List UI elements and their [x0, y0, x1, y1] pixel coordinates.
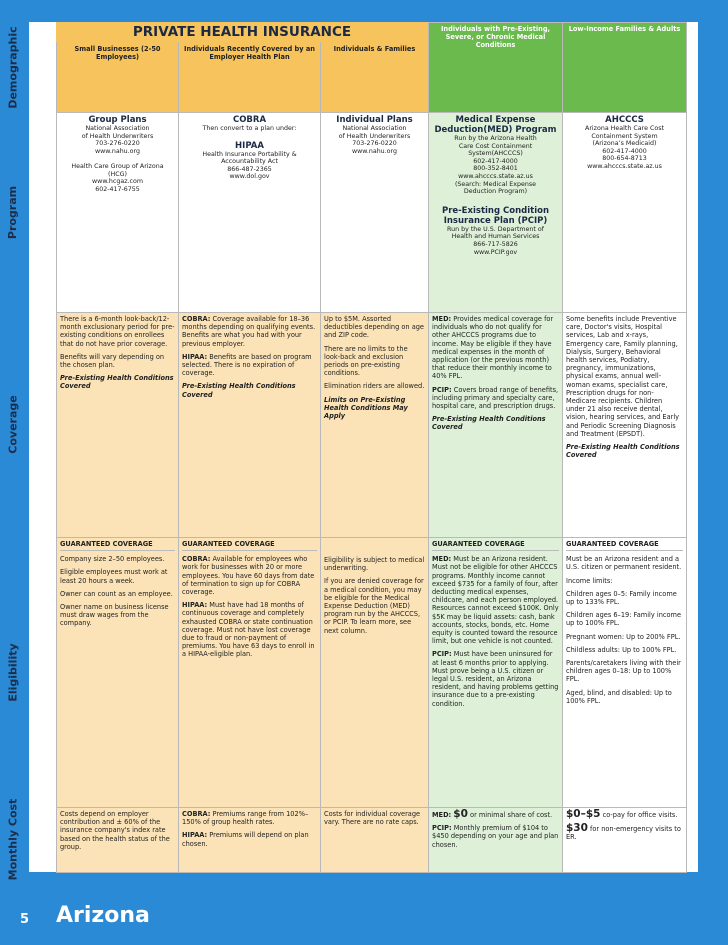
row-label-program: Program — [6, 185, 20, 239]
program-info-line: Run by the Arizona Health — [454, 135, 537, 142]
program-info-line: www.ahcccs.state.az.us — [587, 162, 662, 170]
program-row — [57, 113, 687, 313]
program-info-line: System(AHCCCS) — [468, 150, 523, 158]
program-cobra: COBRA Then convert to a plan under: HIPAA Health Insurance Portability & Accountability Act 866-487-2365 www.dol.gov — [179, 113, 321, 313]
program-info-line: www.dol.gov — [229, 173, 270, 181]
eligibility-individual: Eligibility is subject to medical underwriting. If you are denied coverage for a medical condition, you may be eligible for the Medical Expense Deduction (MED) program run by the AHCCCS, or PCIP. To learn more, see next column. — [321, 538, 429, 808]
eligibility-row — [57, 538, 687, 808]
program-info-line: www.nahu.org — [351, 147, 398, 155]
program-info-line: Health and Human Services — [451, 233, 540, 241]
program-info-line: Then convert to a plan under: — [202, 125, 297, 132]
coverage-row — [57, 313, 687, 538]
program-info-line: Accountability Act — [221, 158, 278, 166]
page-number: 5 — [20, 912, 30, 927]
program-info-line: www.nahu.org — [94, 147, 141, 155]
eligibility-med: GUARANTEED COVERAGE MED: Must be an Arizona resident. Must not be eligible for other AHCCCS programs. Monthly income cannot exceed $735 for a family of four, after deducting medical expenses, childcare, and each person employed. Resources cannot exceed $100K. Only $5K may be liquid assets: cash, bank accounts, stocks, bonds, etc. Home equity is counted toward the resource limit, but one vehicle is not counted. PCIP: Must have been uninsured for at least 6 months prior to applying. Must prove being a U.S. citizen or legal U.S. resident, an Arizona resident, and having problems getting insurance due to a pre-existing condition. — [429, 538, 563, 808]
program-info-line: Containment System — [591, 132, 658, 140]
eligibility-group: GUARANTEED COVERAGE Company size 2–50 employees. Eligible employees must work at least 20 hours a week. Owner can count as an employee. Owner name on business license must draw wages from the company. — [57, 538, 179, 808]
row-label-monthly-cost: Monthly Cost — [6, 798, 20, 881]
demo-low-income: Low-Income Families & Adults — [563, 23, 687, 113]
program-info-line: 602-417-4000 — [602, 147, 647, 155]
cost-med: MED: $0 or minimal share of cost. PCIP: Monthly premium of $104 to $450 depending on your age and plan chosen. — [429, 808, 563, 873]
cost-cobra: COBRA: Premiums range from 102%–150% of group health rates. HIPAA: Premiums will depend on plan chosen. — [179, 808, 321, 873]
program-info-line: National Association — [85, 125, 150, 132]
program-info-line: Deduction Program) — [463, 188, 528, 196]
row-label-coverage: Coverage — [6, 395, 20, 454]
cost-group: Costs depend on employer contribution and ± 60% of the insurance company's index rate based on the health status of the group. — [57, 808, 179, 873]
program-info-line: Care Cost Containment — [458, 142, 533, 150]
eligibility-ahcccs: GUARANTEED COVERAGE Must be an Arizona resident and a U.S. citizen or permanent resident. Income limits: Children ages 0–5: Family income up to 133% FPL. Children ages 6–19: Family income up to 100% FPL. Pregnant women: Up to 200% FPL. Childless adults: Up to 100% FPL. Parents/caretakers living with their children ages 0–18: Up to 100% FPL. Aged, blind, and disabled: Up to 100% FPL. — [563, 538, 687, 808]
program-info-line: (Arizona’s Medicaid) — [592, 140, 657, 148]
program-info-line: of Health Underwriters — [81, 132, 154, 140]
program-info-line: www.ahcccs.state.az.us — [458, 172, 533, 180]
label-divider — [26, 0, 29, 872]
cost-ahcccs: $0–$5 co-pay for office visits. $30 for non-emergency visits to ER. — [563, 808, 687, 873]
coverage-ahcccs: Some benefits include Preventive care, Doctor's visits, Hospital services, Lab and x-rays, Emergency care, Family planning, Dialysis, Surgery, Behavioral health services, Podiatry, pregnancy, immunizations, physical exams, annual well-woman exams, specialist care, Prescription drugs for non-Medicare recipients. Children under 21 also receive dental, vision, hearing services, and Early and Periodic Screening Diagnosis and Treatment (EPSDT). Pre-Existing Health Conditions Covered — [563, 313, 687, 538]
coverage-group: There is a 6-month look-back/12-month exclusionary period for pre-existing conditions on enrollees that do not have prior coverage. Benefits will vary depending on the chosen plan. Pre-Existing Health Conditions Covered — [57, 313, 179, 538]
program-info-line: www.hcgaz.com — [92, 178, 143, 186]
program-info-line: 866-487-2365 — [227, 165, 272, 173]
eligibility-cobra: GUARANTEED COVERAGE COBRA: Available for employees who work for businesses with 20 or more employees. You have 60 days from date of termination to sign up for COBRA coverage. HIPAA: Must have had 18 months of continuous coverage and completely exhausted COBRA or state continuation coverage. Must not have lost coverage due to fraud or non-payment of premiums. You have 63 days to enroll in a HIPAA-eligible plan. — [179, 538, 321, 808]
program-info-line: Arizona Health Care Cost — [585, 125, 664, 132]
program-info-line: Health Insurance Portability & — [202, 150, 297, 158]
monthly-cost-row — [57, 808, 687, 873]
program-info-line: www.PCIP.gov — [473, 248, 518, 256]
coverage-cobra: COBRA: Coverage available for 18–36 months depending on qualifying events. Benefits are what you had with your previous employer. HIPAA: Benefits are based on program selected. There is no expiration of coverage. Pre-Existing Health Conditions Covered — [179, 313, 321, 538]
program-info-line: 800-654-8713 — [602, 155, 647, 163]
program-individual-plans: Individual Plans National Association of Health Underwriters 703-276-0220 www.nahu.org — [321, 113, 429, 313]
cost-individual: Costs for individual coverage vary. There are no rate caps. — [321, 808, 429, 873]
program-info-line — [60, 155, 175, 163]
program-info-line: National Association — [342, 125, 407, 132]
program-info-line: 602-417-4000 — [473, 157, 518, 165]
demo-individuals: Individuals & Families — [321, 23, 429, 113]
demo-preexisting: Individuals with Pre-Existing, Severe, or Chronic Medical Conditions — [429, 23, 563, 113]
program-info-line: 703-276-0220 — [352, 140, 397, 148]
page-title: PRIVATE HEALTH INSURANCE — [132, 24, 352, 40]
program-med: Medical Expense Deduction(MED) Program Run by the Arizona Health Care Cost Containment System(AHCCCS) 602-417-4000 800-352-8401 www.ahcccs.state.az.us (Search: Medical Expense Deduction Program) Pre-Existing Condition Insurance Plan (PCIP) Run by the U.S. Department of Health and Human Services 866-717-5826 www.PCIP.gov — [429, 113, 563, 313]
demo-recently-covered: Individuals Recently Covered by an Employer Health Plan — [179, 23, 321, 113]
program-info-line: Run by the U.S. Department of — [447, 225, 544, 233]
demo-small-business: Small Businesses (2-50 Employees) — [57, 23, 179, 113]
row-label-demographic: Demographic — [6, 25, 20, 109]
row-label-eligibility: Eligibility — [6, 642, 20, 702]
program-info-line: 602-417-6755 — [95, 185, 140, 193]
insurance-table — [56, 22, 687, 873]
footer-title: Arizona — [56, 903, 150, 928]
program-info-line: (HCG) — [108, 170, 127, 178]
program-info-line: Health Care Group of Arizona — [71, 162, 164, 170]
coverage-med: MED: Provides medical coverage for individuals who do not qualify for other AHCCCS programs due to income. May be eligible if they have medical expenses in the month of application (or the previous month) that reduce their monthly income to 40% FPL. PCIP: Covers broad range of benefits, including primary and specialty care, hospital care, and prescription drugs. Pre-Existing Health Conditions Covered — [429, 313, 563, 538]
program-info-line: 703-276-0220 — [95, 140, 140, 148]
program-ahcccs: AHCCCS Arizona Health Care Cost Containment System (Arizona’s Medicaid) 602-417-4000 800-654-8713 www.ahcccs.state.az.us — [563, 113, 687, 313]
program-group-plans: Group Plans National Association of Health Underwriters 703-276-0220 www.nahu.org Health Care Group of Arizona (HCG) www.hcgaz.com 602-417-6755 — [57, 113, 179, 313]
coverage-individual: Up to $5M. Assorted deductibles depending on age and ZIP code. There are no limits to the look-back and exclusion periods on pre-existing conditions. Elimination riders are allowed. Limits on Pre-Existing Health Conditions May Apply — [321, 313, 429, 538]
program-info-line: 866-717-5826 — [473, 240, 518, 248]
program-info-line: (Search: Medical Expense — [454, 180, 537, 188]
program-info-line: 800-352-8401 — [473, 165, 518, 173]
program-info-line: of Health Underwriters — [338, 132, 411, 140]
